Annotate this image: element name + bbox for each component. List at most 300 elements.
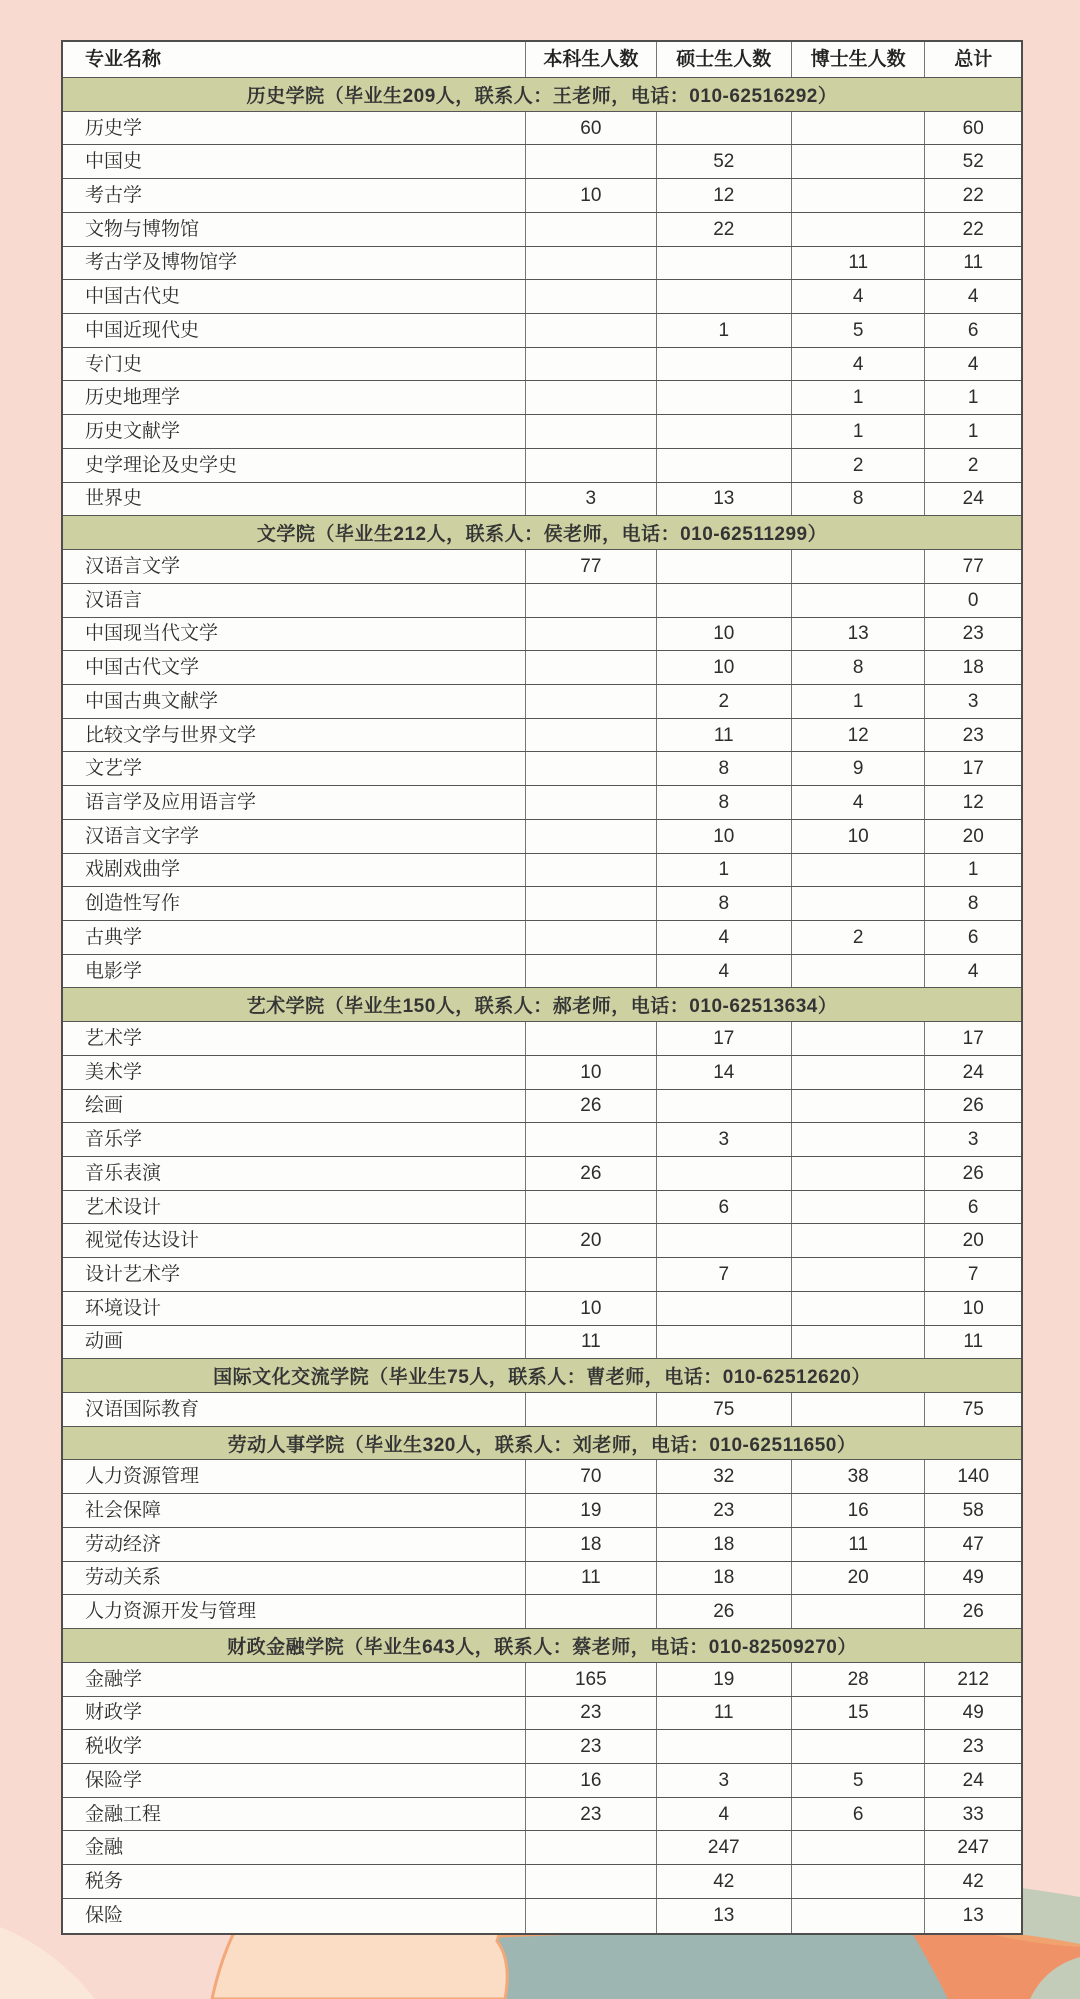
major-name-cell: 历史地理学 bbox=[63, 381, 526, 414]
table-row bbox=[63, 921, 1021, 955]
master-count-cell: 10 bbox=[657, 820, 792, 853]
total-count-cell: 26 bbox=[962, 1601, 984, 1623]
undergrad-count-cell bbox=[526, 381, 656, 414]
undergrad-count-cell bbox=[526, 213, 656, 246]
master-count-cell: 75 bbox=[657, 1393, 792, 1426]
master-count-cell bbox=[657, 1157, 792, 1190]
phd-count-cell bbox=[792, 1123, 925, 1156]
undergrad-count-cell: 23 bbox=[526, 1730, 656, 1763]
major-name-cell: 保险 bbox=[63, 1899, 526, 1933]
undergrad-count-cell bbox=[526, 685, 656, 718]
total-count-cell: 1 bbox=[967, 421, 979, 443]
phd-count-cell bbox=[792, 1831, 925, 1864]
table-row bbox=[63, 1764, 1021, 1798]
undergrad-count-cell bbox=[526, 145, 656, 178]
undergrad-count-cell bbox=[526, 719, 656, 752]
phd-count-cell: 4 bbox=[792, 280, 925, 313]
master-count-cell: 12 bbox=[657, 179, 792, 212]
phd-count-cell bbox=[792, 1258, 925, 1291]
master-count-cell bbox=[657, 381, 792, 414]
table-row bbox=[63, 213, 1021, 247]
total-count-cell: 47 bbox=[962, 1533, 984, 1555]
table-row bbox=[63, 179, 1021, 213]
major-name-cell: 社会保障 bbox=[63, 1494, 526, 1527]
table-row bbox=[63, 1393, 1021, 1427]
table-row bbox=[63, 618, 1021, 652]
undergrad-count-cell bbox=[526, 1191, 656, 1224]
master-count-cell: 19 bbox=[657, 1663, 792, 1696]
major-name-cell: 中国现当代文学 bbox=[63, 618, 526, 651]
phd-count-cell bbox=[792, 1326, 925, 1359]
master-count-cell: 13 bbox=[657, 1899, 792, 1933]
phd-count-cell: 11 bbox=[792, 247, 925, 280]
total-count-cell: 0 bbox=[967, 589, 979, 611]
master-count-cell: 6 bbox=[657, 1191, 792, 1224]
master-count-cell: 13 bbox=[657, 483, 792, 516]
master-count-cell bbox=[657, 1730, 792, 1763]
major-name-cell: 比较文学与世界文学 bbox=[63, 719, 526, 752]
table-body bbox=[63, 78, 1021, 1933]
undergrad-count-cell bbox=[526, 1258, 656, 1291]
table-header-row bbox=[63, 42, 1021, 78]
major-name-cell: 汉语言 bbox=[63, 584, 526, 617]
phd-count-cell: 10 bbox=[792, 820, 925, 853]
table-row bbox=[63, 247, 1021, 281]
undergrad-count-cell: 165 bbox=[526, 1663, 656, 1696]
major-name-cell: 中国史 bbox=[63, 145, 526, 178]
table-row bbox=[63, 887, 1021, 921]
master-count-cell: 22 bbox=[657, 213, 792, 246]
phd-count-cell bbox=[792, 1056, 925, 1089]
master-count-cell bbox=[657, 1326, 792, 1359]
undergrad-count-cell: 23 bbox=[526, 1697, 656, 1730]
table-row bbox=[63, 651, 1021, 685]
column-header-master: 硕士生人数 bbox=[657, 42, 792, 77]
major-name-cell: 汉语国际教育 bbox=[63, 1393, 526, 1426]
undergrad-count-cell bbox=[526, 1022, 656, 1055]
phd-count-cell bbox=[792, 854, 925, 887]
total-count-cell: 4 bbox=[967, 960, 979, 982]
phd-count-cell: 1 bbox=[792, 381, 925, 414]
total-count-cell: 23 bbox=[962, 1736, 984, 1758]
phd-count-cell bbox=[792, 179, 925, 212]
undergrad-count-cell: 19 bbox=[526, 1494, 656, 1527]
table-row bbox=[63, 1494, 1021, 1528]
major-name-cell: 语言学及应用语言学 bbox=[63, 786, 526, 819]
phd-count-cell bbox=[792, 1090, 925, 1123]
total-count-cell: 26 bbox=[962, 1095, 984, 1117]
undergrad-count-cell bbox=[526, 1899, 656, 1933]
phd-count-cell bbox=[792, 1393, 925, 1426]
major-name-cell: 汉语言文字学 bbox=[63, 820, 526, 853]
phd-count-cell bbox=[792, 887, 925, 920]
undergrad-count-cell bbox=[526, 314, 656, 347]
total-count-cell: 12 bbox=[962, 791, 984, 813]
college-section-header: 劳动人事学院（毕业生320人，联系人：刘老师，电话：010-62511650） bbox=[63, 1427, 1021, 1461]
phd-count-cell bbox=[792, 213, 925, 246]
undergrad-count-cell bbox=[526, 887, 656, 920]
undergrad-count-cell bbox=[526, 651, 656, 684]
major-name-cell: 电影学 bbox=[63, 955, 526, 988]
major-name-cell: 艺术学 bbox=[63, 1022, 526, 1055]
table-row bbox=[63, 449, 1021, 483]
master-count-cell: 247 bbox=[657, 1831, 792, 1864]
total-count-cell: 17 bbox=[962, 1027, 984, 1049]
major-name-cell: 金融工程 bbox=[63, 1798, 526, 1831]
undergrad-count-cell bbox=[526, 415, 656, 448]
total-count-cell: 20 bbox=[962, 825, 984, 847]
phd-count-cell bbox=[792, 550, 925, 583]
master-count-cell: 18 bbox=[657, 1528, 792, 1561]
table-row bbox=[63, 415, 1021, 449]
table-row bbox=[63, 1157, 1021, 1191]
phd-count-cell: 2 bbox=[792, 449, 925, 482]
phd-count-cell: 38 bbox=[792, 1460, 925, 1493]
undergrad-count-cell bbox=[526, 247, 656, 280]
total-count-cell: 24 bbox=[962, 1769, 984, 1791]
master-count-cell bbox=[657, 348, 792, 381]
total-count-cell: 24 bbox=[962, 1061, 984, 1083]
phd-count-cell bbox=[792, 1865, 925, 1898]
phd-count-cell: 12 bbox=[792, 719, 925, 752]
undergrad-count-cell: 26 bbox=[526, 1090, 656, 1123]
column-header-total: 总计 bbox=[954, 49, 993, 70]
master-count-cell bbox=[657, 247, 792, 280]
table-row bbox=[63, 1056, 1021, 1090]
table-row bbox=[63, 145, 1021, 179]
college-section-header: 艺术学院（毕业生150人，联系人：郝老师，电话：010-62513634） bbox=[63, 988, 1021, 1022]
enrollment-table bbox=[61, 40, 1023, 1935]
total-count-cell: 247 bbox=[957, 1837, 990, 1859]
phd-count-cell bbox=[792, 1730, 925, 1763]
table-row bbox=[63, 381, 1021, 415]
phd-count-cell: 6 bbox=[792, 1798, 925, 1831]
master-count-cell: 11 bbox=[657, 719, 792, 752]
major-name-cell: 保险学 bbox=[63, 1764, 526, 1797]
undergrad-count-cell: 60 bbox=[526, 112, 656, 145]
major-name-cell: 史学理论及史学史 bbox=[63, 449, 526, 482]
undergrad-count-cell: 10 bbox=[526, 1292, 656, 1325]
total-count-cell: 58 bbox=[962, 1500, 984, 1522]
table-row bbox=[63, 1562, 1021, 1596]
table-row bbox=[63, 1191, 1021, 1225]
table-row bbox=[63, 1899, 1021, 1933]
phd-count-cell bbox=[792, 1191, 925, 1224]
major-name-cell: 动画 bbox=[63, 1326, 526, 1359]
total-count-cell: 11 bbox=[963, 252, 984, 274]
master-count-cell bbox=[657, 449, 792, 482]
table-row bbox=[63, 685, 1021, 719]
total-count-cell: 1 bbox=[967, 859, 979, 881]
total-count-cell: 75 bbox=[962, 1398, 984, 1420]
table-row bbox=[63, 1697, 1021, 1731]
total-count-cell: 33 bbox=[962, 1803, 984, 1825]
major-name-cell: 考古学 bbox=[63, 179, 526, 212]
undergrad-count-cell bbox=[526, 584, 656, 617]
major-name-cell: 戏剧戏曲学 bbox=[63, 854, 526, 887]
master-count-cell: 18 bbox=[657, 1562, 792, 1595]
major-name-cell: 税收学 bbox=[63, 1730, 526, 1763]
phd-count-cell bbox=[792, 1595, 925, 1628]
table-row bbox=[63, 112, 1021, 146]
master-count-cell: 1 bbox=[657, 314, 792, 347]
phd-count-cell: 1 bbox=[792, 685, 925, 718]
total-count-cell: 4 bbox=[967, 286, 979, 308]
table-row bbox=[63, 1663, 1021, 1697]
undergrad-count-cell: 11 bbox=[526, 1326, 656, 1359]
major-name-cell: 专门史 bbox=[63, 348, 526, 381]
phd-count-cell bbox=[792, 1157, 925, 1190]
total-count-cell: 6 bbox=[967, 319, 979, 341]
table-row bbox=[63, 752, 1021, 786]
column-header-major: 专业名称 bbox=[63, 42, 526, 77]
table-row bbox=[63, 786, 1021, 820]
phd-count-cell: 13 bbox=[792, 618, 925, 651]
table-row bbox=[63, 550, 1021, 584]
major-name-cell: 考古学及博物馆学 bbox=[63, 247, 526, 280]
master-count-cell: 4 bbox=[657, 1798, 792, 1831]
total-count-cell: 2 bbox=[967, 454, 979, 476]
phd-count-cell: 28 bbox=[792, 1663, 925, 1696]
phd-count-cell: 1 bbox=[792, 415, 925, 448]
master-count-cell: 2 bbox=[657, 685, 792, 718]
table-row bbox=[63, 854, 1021, 888]
master-count-cell: 8 bbox=[657, 786, 792, 819]
table-row bbox=[63, 1460, 1021, 1494]
phd-count-cell: 16 bbox=[792, 1494, 925, 1527]
undergrad-count-cell bbox=[526, 1865, 656, 1898]
phd-count-cell: 9 bbox=[792, 752, 925, 785]
total-count-cell: 1 bbox=[967, 387, 979, 409]
phd-count-cell: 15 bbox=[792, 1697, 925, 1730]
phd-count-cell: 2 bbox=[792, 921, 925, 954]
undergrad-count-cell bbox=[526, 618, 656, 651]
undergrad-count-cell: 20 bbox=[526, 1224, 656, 1257]
master-count-cell bbox=[657, 280, 792, 313]
major-name-cell: 历史文献学 bbox=[63, 415, 526, 448]
major-name-cell: 财政学 bbox=[63, 1697, 526, 1730]
major-name-cell: 中国古典文献学 bbox=[63, 685, 526, 718]
total-count-cell: 7 bbox=[967, 1264, 979, 1286]
table-row bbox=[63, 1831, 1021, 1865]
major-name-cell: 中国近现代史 bbox=[63, 314, 526, 347]
major-name-cell: 人力资源开发与管理 bbox=[63, 1595, 526, 1628]
total-count-cell: 10 bbox=[962, 1297, 984, 1319]
phd-count-cell bbox=[792, 145, 925, 178]
major-name-cell: 设计艺术学 bbox=[63, 1258, 526, 1291]
phd-count-cell: 8 bbox=[792, 651, 925, 684]
phd-count-cell: 8 bbox=[792, 483, 925, 516]
undergrad-count-cell: 77 bbox=[526, 550, 656, 583]
major-name-cell: 美术学 bbox=[63, 1056, 526, 1089]
total-count-cell: 140 bbox=[957, 1466, 990, 1488]
major-name-cell: 金融学 bbox=[63, 1663, 526, 1696]
master-count-cell: 3 bbox=[657, 1123, 792, 1156]
table-row bbox=[63, 1528, 1021, 1562]
major-name-cell: 文物与博物馆 bbox=[63, 213, 526, 246]
master-count-cell: 4 bbox=[657, 955, 792, 988]
phd-count-cell bbox=[792, 1292, 925, 1325]
table-row bbox=[63, 1326, 1021, 1360]
undergrad-count-cell: 10 bbox=[526, 1056, 656, 1089]
total-count-cell: 60 bbox=[962, 117, 984, 139]
table-row bbox=[63, 1123, 1021, 1157]
table-row bbox=[63, 1022, 1021, 1056]
master-count-cell bbox=[657, 550, 792, 583]
undergrad-count-cell: 23 bbox=[526, 1798, 656, 1831]
master-count-cell: 26 bbox=[657, 1595, 792, 1628]
total-count-cell: 52 bbox=[962, 151, 984, 173]
phd-count-cell bbox=[792, 584, 925, 617]
undergrad-count-cell bbox=[526, 786, 656, 819]
total-count-cell: 49 bbox=[962, 1567, 984, 1589]
undergrad-count-cell: 10 bbox=[526, 179, 656, 212]
undergrad-count-cell: 11 bbox=[526, 1562, 656, 1595]
master-count-cell bbox=[657, 1090, 792, 1123]
college-section-header: 国际文化交流学院（毕业生75人，联系人：曹老师，电话：010-62512620） bbox=[63, 1359, 1021, 1393]
major-name-cell: 人力资源管理 bbox=[63, 1460, 526, 1493]
table-row bbox=[63, 1292, 1021, 1326]
total-count-cell: 3 bbox=[967, 1129, 979, 1151]
undergrad-count-cell bbox=[526, 955, 656, 988]
undergrad-count-cell bbox=[526, 1123, 656, 1156]
table-row bbox=[63, 314, 1021, 348]
master-count-cell: 17 bbox=[657, 1022, 792, 1055]
total-count-cell: 18 bbox=[962, 657, 984, 679]
undergrad-count-cell bbox=[526, 820, 656, 853]
master-count-cell bbox=[657, 112, 792, 145]
table-row bbox=[63, 1798, 1021, 1832]
table-row bbox=[63, 1090, 1021, 1124]
column-header-undergrad: 本科生人数 bbox=[526, 42, 656, 77]
master-count-cell: 42 bbox=[657, 1865, 792, 1898]
table-row bbox=[63, 1730, 1021, 1764]
total-count-cell: 49 bbox=[962, 1702, 984, 1724]
major-name-cell: 艺术设计 bbox=[63, 1191, 526, 1224]
major-name-cell: 历史学 bbox=[63, 112, 526, 145]
master-count-cell: 8 bbox=[657, 752, 792, 785]
phd-count-cell bbox=[792, 1224, 925, 1257]
major-name-cell: 劳动经济 bbox=[63, 1528, 526, 1561]
table-row bbox=[63, 280, 1021, 314]
undergrad-count-cell bbox=[526, 1831, 656, 1864]
total-count-cell: 26 bbox=[962, 1162, 984, 1184]
master-count-cell bbox=[657, 584, 792, 617]
undergrad-count-cell bbox=[526, 449, 656, 482]
table-row bbox=[63, 348, 1021, 382]
master-count-cell: 3 bbox=[657, 1764, 792, 1797]
undergrad-count-cell: 18 bbox=[526, 1528, 656, 1561]
phd-count-cell bbox=[792, 112, 925, 145]
table-row bbox=[63, 1865, 1021, 1899]
master-count-cell: 11 bbox=[657, 1697, 792, 1730]
undergrad-count-cell bbox=[526, 854, 656, 887]
major-name-cell: 环境设计 bbox=[63, 1292, 526, 1325]
major-name-cell: 中国古代文学 bbox=[63, 651, 526, 684]
undergrad-count-cell bbox=[526, 280, 656, 313]
phd-count-cell: 11 bbox=[792, 1528, 925, 1561]
table-row bbox=[63, 719, 1021, 753]
table-row bbox=[63, 483, 1021, 517]
phd-count-cell: 5 bbox=[792, 1764, 925, 1797]
master-count-cell bbox=[657, 415, 792, 448]
total-count-cell: 17 bbox=[962, 758, 984, 780]
table-row bbox=[63, 1224, 1021, 1258]
major-name-cell: 世界史 bbox=[63, 483, 526, 516]
undergrad-count-cell bbox=[526, 752, 656, 785]
undergrad-count-cell bbox=[526, 921, 656, 954]
master-count-cell: 23 bbox=[657, 1494, 792, 1527]
total-count-cell: 22 bbox=[962, 185, 984, 207]
major-name-cell: 文艺学 bbox=[63, 752, 526, 785]
major-name-cell: 中国古代史 bbox=[63, 280, 526, 313]
major-name-cell: 汉语言文学 bbox=[63, 550, 526, 583]
undergrad-count-cell bbox=[526, 1595, 656, 1628]
college-section-header: 历史学院（毕业生209人，联系人：王老师，电话：010-62516292） bbox=[63, 78, 1021, 112]
major-name-cell: 金融 bbox=[63, 1831, 526, 1864]
major-name-cell: 古典学 bbox=[63, 921, 526, 954]
total-count-cell: 6 bbox=[967, 926, 979, 948]
total-count-cell: 23 bbox=[962, 623, 984, 645]
master-count-cell: 8 bbox=[657, 887, 792, 920]
phd-count-cell: 5 bbox=[792, 314, 925, 347]
master-count-cell bbox=[657, 1224, 792, 1257]
phd-count-cell: 20 bbox=[792, 1562, 925, 1595]
phd-count-cell bbox=[792, 955, 925, 988]
major-name-cell: 创造性写作 bbox=[63, 887, 526, 920]
total-count-cell: 20 bbox=[962, 1230, 984, 1252]
total-count-cell: 212 bbox=[957, 1668, 990, 1690]
table-row bbox=[63, 1258, 1021, 1292]
master-count-cell: 14 bbox=[657, 1056, 792, 1089]
major-name-cell: 音乐表演 bbox=[63, 1157, 526, 1190]
column-header-phd: 博士生人数 bbox=[792, 42, 925, 77]
table-row bbox=[63, 955, 1021, 989]
phd-count-cell bbox=[792, 1899, 925, 1933]
master-count-cell: 10 bbox=[657, 618, 792, 651]
total-count-cell: 6 bbox=[967, 1196, 979, 1218]
undergrad-count-cell bbox=[526, 1393, 656, 1426]
master-count-cell: 7 bbox=[657, 1258, 792, 1291]
total-count-cell: 42 bbox=[962, 1870, 984, 1892]
major-name-cell: 税务 bbox=[63, 1865, 526, 1898]
total-count-cell: 13 bbox=[962, 1905, 984, 1927]
undergrad-count-cell bbox=[526, 348, 656, 381]
major-name-cell: 劳动关系 bbox=[63, 1562, 526, 1595]
total-count-cell: 8 bbox=[967, 893, 979, 915]
total-count-cell: 23 bbox=[962, 724, 984, 746]
phd-count-cell bbox=[792, 1022, 925, 1055]
major-name-cell: 视觉传达设计 bbox=[63, 1224, 526, 1257]
table-row bbox=[63, 1595, 1021, 1629]
major-name-cell: 绘画 bbox=[63, 1090, 526, 1123]
total-count-cell: 24 bbox=[962, 488, 984, 510]
college-section-header: 财政金融学院（毕业生643人，联系人：蔡老师，电话：010-82509270） bbox=[63, 1629, 1021, 1663]
master-count-cell: 10 bbox=[657, 651, 792, 684]
master-count-cell: 4 bbox=[657, 921, 792, 954]
table-row bbox=[63, 820, 1021, 854]
major-name-cell: 音乐学 bbox=[63, 1123, 526, 1156]
total-count-cell: 11 bbox=[963, 1331, 984, 1353]
cream-curve-shape bbox=[0, 1927, 95, 1999]
undergrad-count-cell: 70 bbox=[526, 1460, 656, 1493]
college-section-header: 文学院（毕业生212人，联系人：侯老师，电话：010-62511299） bbox=[63, 516, 1021, 550]
master-count-cell: 32 bbox=[657, 1460, 792, 1493]
master-count-cell: 52 bbox=[657, 145, 792, 178]
total-count-cell: 22 bbox=[962, 218, 984, 240]
table-row bbox=[63, 584, 1021, 618]
phd-count-cell: 4 bbox=[792, 786, 925, 819]
